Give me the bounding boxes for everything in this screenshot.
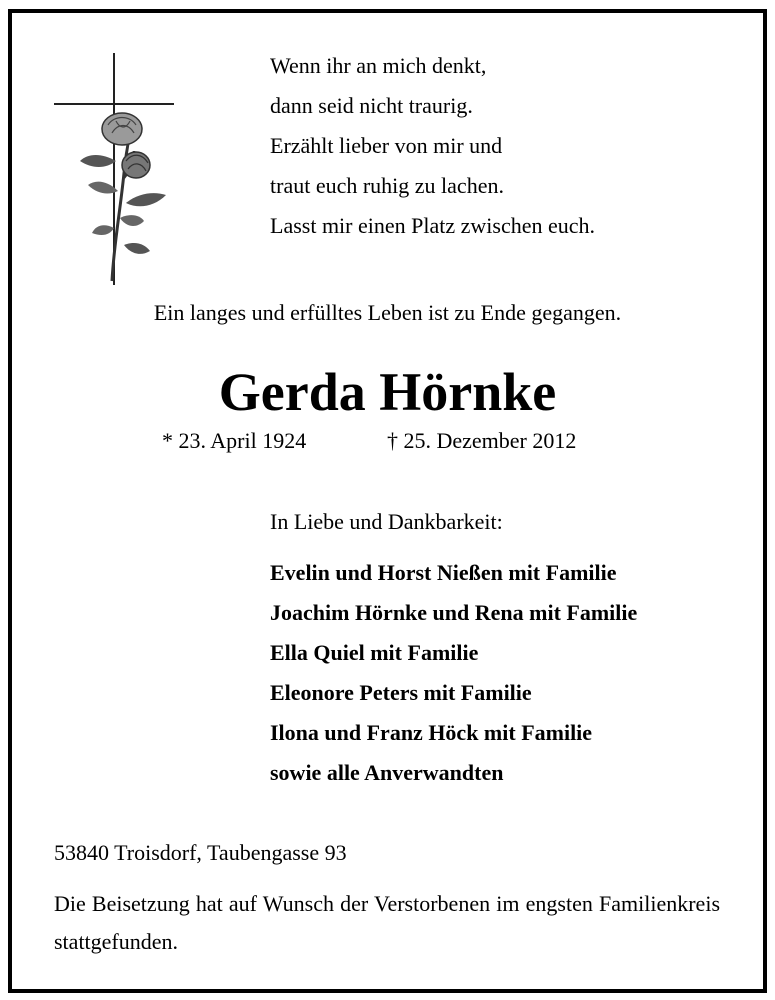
- birth-date: * 23. April 1924: [162, 428, 307, 453]
- mourner-entry: Ilona und Franz Höck mit Familie: [270, 720, 593, 745]
- mourner-entry: Evelin und Horst Nießen mit Familie: [270, 560, 617, 585]
- thanks-line: In Liebe und Dankbarkeit:: [270, 509, 503, 534]
- mourner-entry: sowie alle Anverwandten: [270, 760, 504, 785]
- mourner-entry: Ella Quiel mit Familie: [270, 640, 479, 665]
- memorial-poem: [270, 46, 595, 246]
- poem-line: Erzählt lieber von mir und: [270, 133, 503, 158]
- mourner-entry: Eleonore Peters mit Familie: [270, 680, 532, 705]
- poem-line: dann seid nicht traurig.: [270, 93, 473, 118]
- burial-notice: Die Beisetzung hat auf Wunsch der Verstorbenen im engsten Familienkreis stattgefunden.: [54, 891, 720, 954]
- intro-text: Ein langes und erfülltes Leben ist zu Ende gegangen.: [153, 300, 622, 325]
- obituary-card: [8, 9, 767, 993]
- address: 53840 Troisdorf, Taubengasse 93: [54, 840, 347, 865]
- poem-line: Lasst mir einen Platz zwischen euch.: [270, 213, 596, 238]
- mourners-list: [270, 553, 637, 793]
- poem-line: traut euch ruhig zu lachen.: [270, 173, 504, 198]
- death-date: † 25. Dezember 2012: [387, 428, 577, 453]
- mourner-entry: Joachim Hörnke und Rena mit Familie: [270, 600, 638, 625]
- deceased-name: Gerda Hörnke: [218, 362, 557, 422]
- cross-with-rose-icon: [54, 53, 174, 285]
- poem-line: Wenn ihr an mich denkt,: [270, 53, 487, 78]
